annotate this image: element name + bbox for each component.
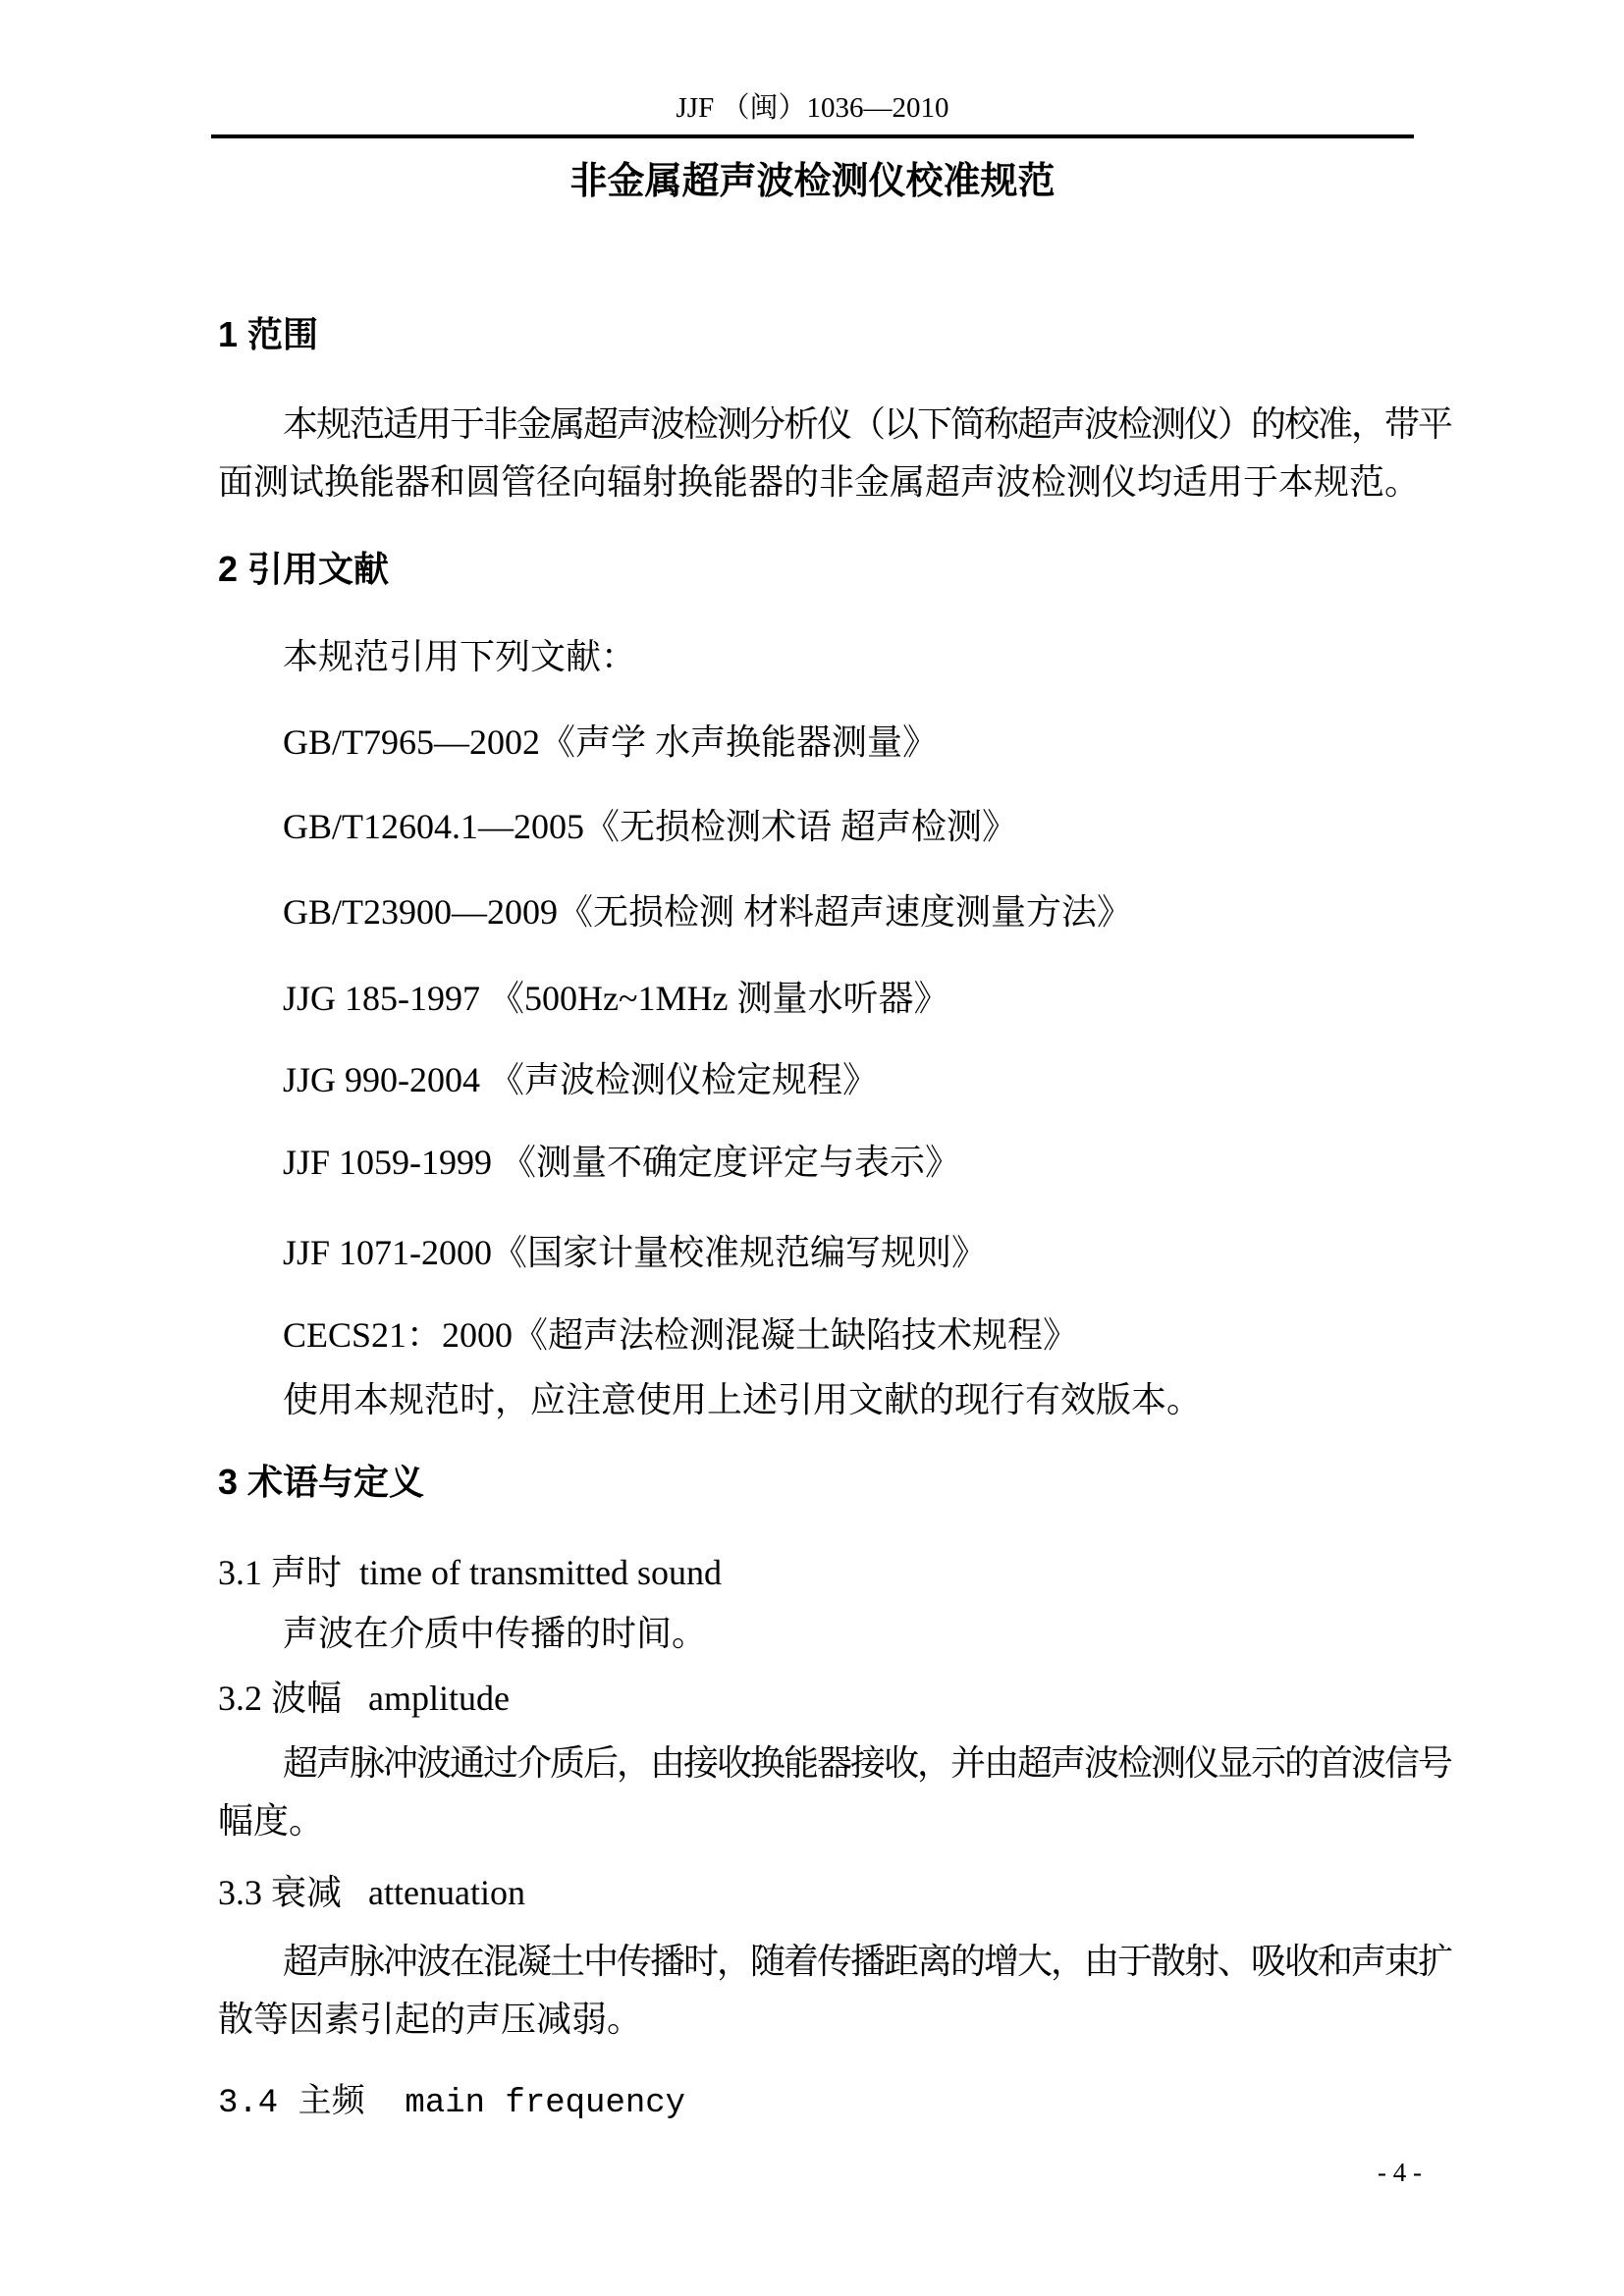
term-3-3-definition-line-1: 超声脉冲波在混凝土中传播时，随着传播距离的增大，由于散射、吸收和声束扩	[283, 1942, 1452, 1981]
reference-item: GB/T12604.1—2005《无损检测术语 超声检测》	[283, 807, 1018, 846]
term-3-4-title: 3.4 主频 main frequency	[218, 2085, 686, 2122]
term-3-3-title: 3.3 衰减 attenuation	[218, 1873, 525, 1912]
section-1-paragraph-line-1: 本规范适用于非金属超声波检测分析仪（以下简称超声波检测仪）的校准，带平	[283, 404, 1452, 444]
section-2-note: 使用本规范时，应注意使用上述引用文献的现行有效版本。	[283, 1380, 1203, 1419]
term-3-2-definition-line-1: 超声脉冲波通过介质后，由接收换能器接收，并由超声波检测仪显示的首波信号	[283, 1743, 1452, 1783]
section-1-paragraph-line-2: 面测试换能器和圆管径向辐射换能器的非金属超声波检测仪均适用于本规范。	[218, 462, 1421, 502]
reference-item: CECS21：2000《超声法检测混凝土缺陷技术规程》	[283, 1315, 1079, 1355]
reference-item: GB/T23900—2009《无损检测 材料超声速度测量方法》	[283, 892, 1133, 932]
term-3-2-title: 3.2 波幅 amplitude	[218, 1679, 510, 1718]
page-title: 非金属超声波检测仪校准规范	[569, 161, 1056, 202]
page-header-doc-code: JJF （闽）1036—2010	[676, 92, 949, 124]
reference-item: JJF 1059-1999 《测量不确定度评定与表示》	[283, 1143, 961, 1182]
reference-item: JJG 990-2004 《声波检测仪检定规程》	[283, 1060, 879, 1099]
header-rule	[211, 134, 1414, 138]
reference-item: JJG 185-1997 《500Hz~1MHz 测量水听器》	[283, 979, 949, 1018]
term-3-3-definition-line-2: 散等因素引起的声压减弱。	[218, 2000, 643, 2039]
section-3-heading: 3 术语与定义	[218, 1462, 425, 1502]
section-1-heading: 1 范围	[218, 314, 319, 354]
reference-item: GB/T7965—2002《声学 水声换能器测量》	[283, 722, 939, 762]
term-3-2-definition-line-2: 幅度。	[218, 1801, 325, 1841]
section-2-intro: 本规范引用下列文献：	[283, 637, 637, 676]
term-3-1-definition: 声波在介质中传播的时间。	[283, 1614, 708, 1653]
section-2-heading: 2 引用文献	[218, 549, 390, 589]
page-number: - 4 -	[1378, 2158, 1422, 2187]
reference-item: JJF 1071-2000《国家计量校准规范编写规则》	[283, 1233, 988, 1272]
term-3-1-title: 3.1 声时 time of transmitted sound	[218, 1553, 722, 1592]
